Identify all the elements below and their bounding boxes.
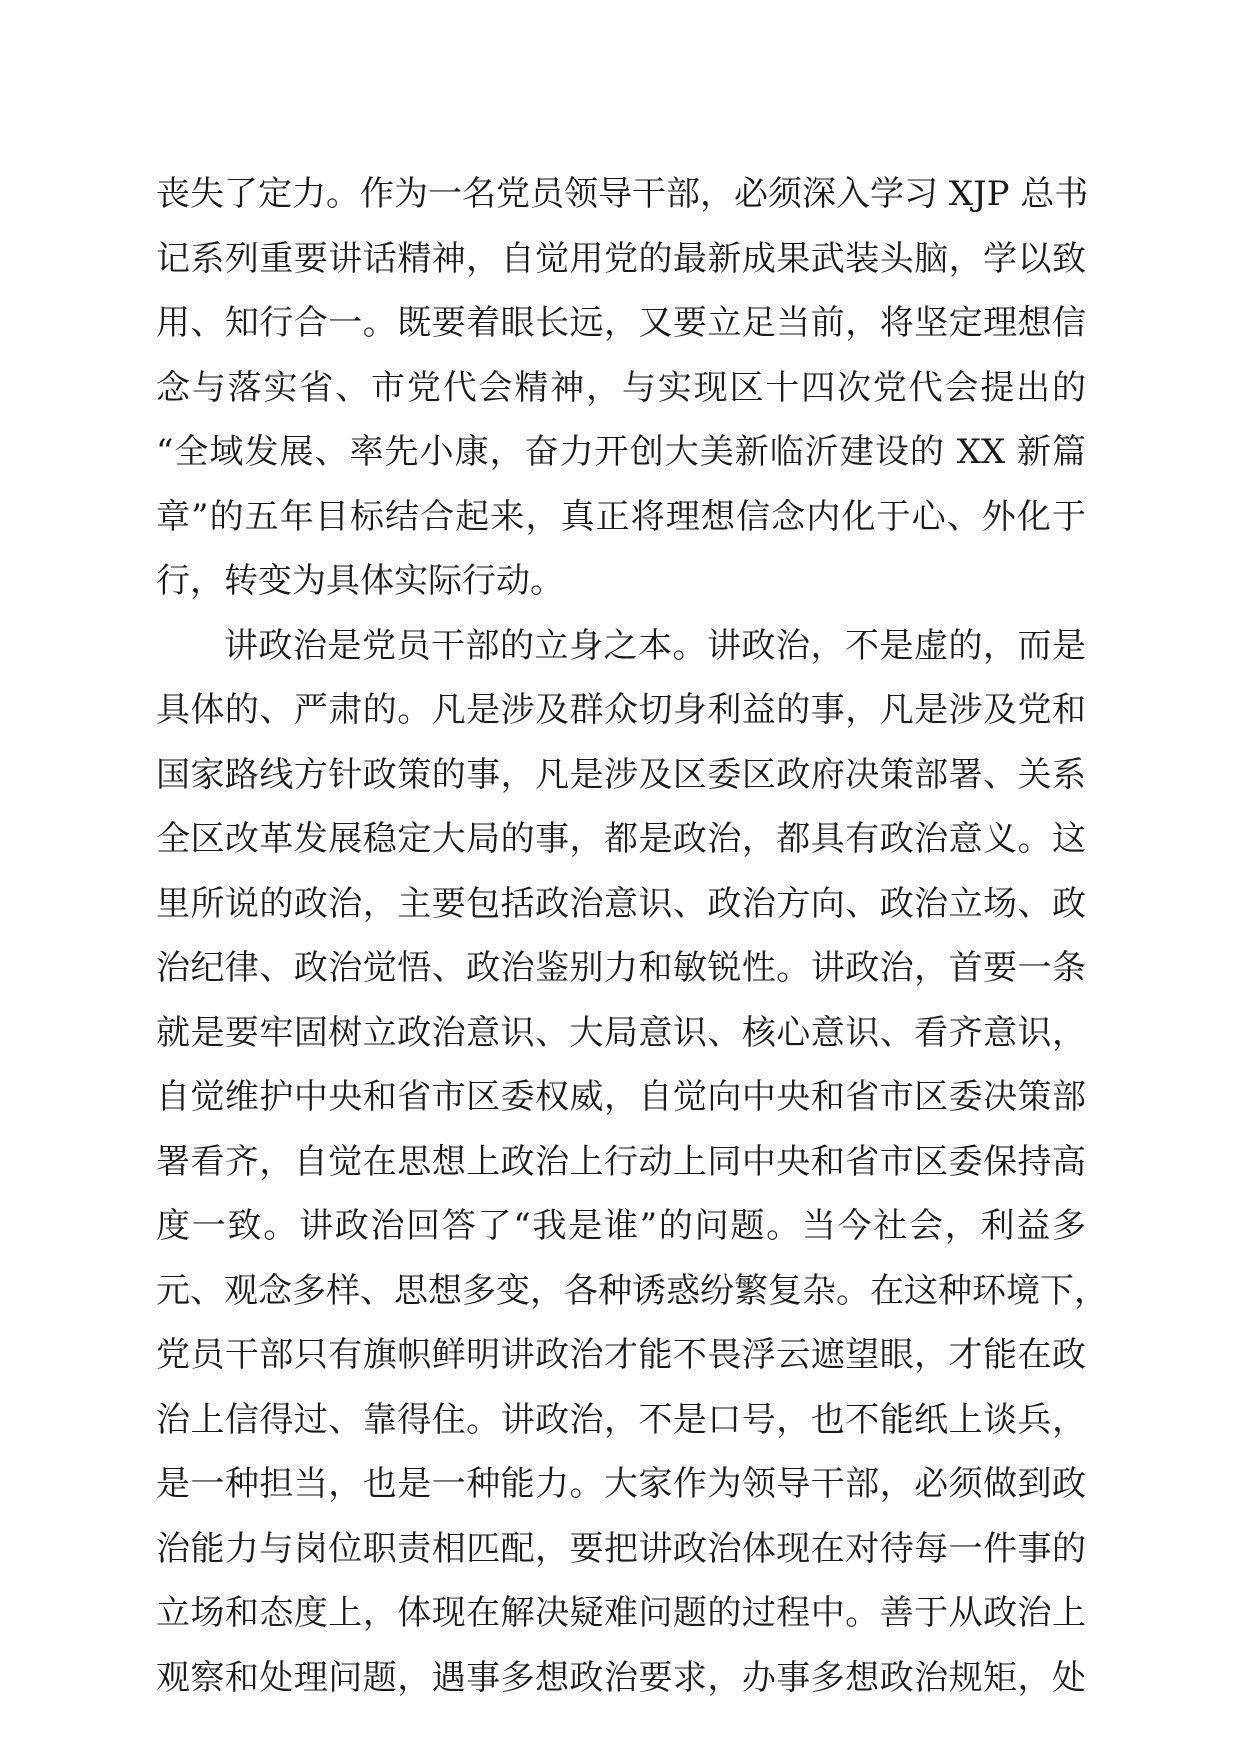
text-line: 记系列重要讲话精神，自觉用党的最新成果武装头脑，学以致 [156,238,1086,279]
text-line: 行，转变为具体实际行动。 [156,561,564,601]
text-line: 具体的、严肃的。凡是涉及群众切身利益的事，凡是涉及党和 [156,690,1086,730]
text-line: 度一致。讲政治回答了“我是谁”的问题。当今社会，利益多 [156,1206,1086,1246]
body-text [156,162,1108,1710]
text-line: “全域发展、率先小康，奋力开创大美新临沂建设的 XX 新篇 [156,432,1086,472]
paragraph-1 [156,162,1089,614]
text-line: 用、知行合一。既要着眼长远，又要立足当前，将坚定理想信 [156,303,1086,343]
paragraph-2 [156,614,1108,1711]
text-line: 章”的五年目标结合起来，真正将理想信念内化于心、外化于 [156,496,1086,537]
text-line: 丧失了定力。作为一名党员领导干部，必须深入学习 XJP 总书 [156,174,1089,214]
text-line: 就是要牢固树立政治意识、大局意识、核心意识、看齐意识， [156,1012,1086,1053]
text-line: 治能力与岗位职责相匹配，要把讲政治体现在对待每一件事的 [156,1528,1086,1569]
text-line: 讲政治是党员干部的立身之本。讲政治，不是虚的，而是 [224,625,1086,666]
text-line: 治上信得过、靠得住。讲政治，不是口号，也不能纸上谈兵， [156,1399,1086,1440]
text-line: 里所说的政治，主要包括政治意识、政治方向、政治立场、政 [156,883,1086,924]
text-line: 国家路线方针政策的事，凡是涉及区委区政府决策部署、关系 [156,754,1086,795]
text-line: 是一种担当，也是一种能力。大家作为领导干部，必须做到政 [156,1464,1086,1504]
text-line: 治纪律、政治觉悟、政治鉴别力和敏锐性。讲政治，首要一条 [156,948,1086,988]
text-line: 自觉维护中央和省市区委权威，自觉向中央和省市区委决策部 [156,1077,1086,1117]
text-line: 立场和态度上，体现在解决疑难问题的过程中。善于从政治上 [156,1593,1086,1633]
text-line: 元、观念多样、思想多变，各种诱惑纷繁复杂。在这种环境下， [156,1270,1108,1311]
text-line: 党员干部只有旗帜鲜明讲政治才能不畏浮云遮望眼，才能在政 [156,1335,1086,1375]
text-line: 念与落实省、市党代会精神，与实现区十四次党代会提出的 [156,367,1086,408]
text-line: 观察和处理问题，遇事多想政治要求，办事多想政治规矩，处 [156,1657,1086,1698]
text-line: 署看齐，自觉在思想上政治上行动上同中央和省市区委保持高 [156,1141,1086,1182]
text-line: 全区改革发展稳定大局的事，都是政治，都具有政治意义。这 [156,819,1086,859]
